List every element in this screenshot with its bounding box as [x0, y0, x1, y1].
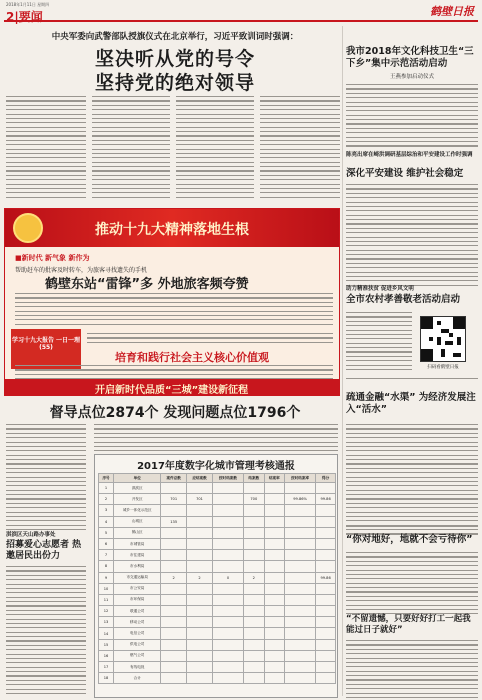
table-cell: [264, 494, 284, 505]
table-cell: 3: [99, 505, 114, 516]
table-cell: 市城管局: [114, 538, 161, 549]
mid-headline: 督导点位2874个 发现问题点位1796个: [49, 405, 301, 421]
table-cell: [187, 606, 213, 617]
qr-code-graphic: [421, 317, 465, 361]
table-cell: [187, 628, 213, 639]
table-cell: 99.86: [316, 572, 336, 583]
table-cell: [187, 617, 213, 628]
table-cell: [316, 505, 336, 516]
table-row: [99, 639, 336, 650]
left-story-kicker: 淇滨区天山路办事处: [6, 532, 56, 538]
table-cell: [187, 662, 213, 673]
body-text-block: [346, 424, 478, 538]
table-cell: [316, 483, 336, 494]
table-cell: 移动公司: [114, 617, 161, 628]
table-cell: [244, 527, 264, 538]
table-cell: [264, 617, 284, 628]
table-cell: [264, 516, 284, 527]
table-cell: 11: [99, 594, 114, 605]
table-cell: 市水利局: [114, 561, 161, 572]
banner-footer: [5, 379, 339, 395]
right-story3-kicker: 助力精准扶贫 促进乡风文明: [346, 286, 414, 292]
table-cell: [244, 650, 264, 661]
table-cell: 18: [99, 673, 114, 684]
column-divider: [342, 26, 343, 696]
table-cell: 135: [161, 516, 187, 527]
lead-title-line2: 坚持党的绝对领导: [94, 72, 255, 94]
table-cell: [244, 662, 264, 673]
body-text-block: [346, 640, 478, 700]
table-cell: [285, 594, 316, 605]
table-cell: 99.86%: [285, 494, 316, 505]
table-cell: [187, 527, 213, 538]
table-cell: [316, 527, 336, 538]
table-cell: [316, 662, 336, 673]
table-cell: [244, 483, 264, 494]
table-cell: [212, 662, 243, 673]
body-text-block: [94, 424, 338, 455]
table-cell: [264, 650, 284, 661]
table-cell: [212, 617, 243, 628]
table-cell: [187, 505, 213, 516]
table-cell: [285, 606, 316, 617]
table-cell: [161, 662, 187, 673]
table-cell: 山城区: [114, 516, 161, 527]
table-cell: 9: [99, 572, 114, 583]
right-story5-title: “你对地好，地就不会亏待你”: [346, 534, 473, 545]
table-cell: [187, 538, 213, 549]
table-cell: [161, 673, 187, 684]
table-cell: [285, 516, 316, 527]
table-cell: [187, 561, 213, 572]
table-header-cell: 单位: [114, 474, 161, 483]
table-cell: [212, 527, 243, 538]
table-cell: [316, 673, 336, 684]
table-row: [99, 483, 336, 494]
table-cell: 15: [99, 639, 114, 650]
table-cell: [244, 639, 264, 650]
table-row: [99, 516, 336, 527]
table-row: [99, 628, 336, 639]
table-cell: [264, 594, 284, 605]
divider: [346, 146, 478, 147]
table-cell: [212, 550, 243, 561]
body-text-block: [6, 566, 86, 697]
table-cell: 700: [244, 494, 264, 505]
table-cell: [264, 561, 284, 572]
story-kicker: 帮助赶车的批客及时转车，为旅客寻找遗失的手机: [15, 267, 148, 274]
table-row: [99, 606, 336, 617]
table-cell: [316, 538, 336, 549]
table-cell: [161, 594, 187, 605]
table-row: [99, 594, 336, 605]
table-cell: [285, 538, 316, 549]
right-story2-title: 深化平安建设 维护社会稳定: [346, 168, 464, 179]
table-cell: [285, 628, 316, 639]
table-cell: 鹤山区: [114, 527, 161, 538]
table-cell: [244, 594, 264, 605]
banner-header: [5, 209, 339, 247]
table-cell: [285, 617, 316, 628]
table-cell: [316, 606, 336, 617]
table-cell: [212, 561, 243, 572]
body-text-block: [92, 96, 170, 201]
table-cell: [212, 483, 243, 494]
table-cell: 13: [99, 617, 114, 628]
table-cell: [316, 594, 336, 605]
table-cell: [187, 550, 213, 561]
table-cell: 7: [99, 550, 114, 561]
table-cell: 12: [99, 606, 114, 617]
table-body: [99, 483, 336, 684]
table-cell: [316, 617, 336, 628]
table-cell: [244, 583, 264, 594]
table-cell: [187, 673, 213, 684]
body-text-block: [346, 184, 478, 289]
table-cell: 电信公司: [114, 628, 161, 639]
table-cell: [244, 516, 264, 527]
table-cell: [316, 639, 336, 650]
table-row: [99, 494, 336, 505]
left-story-title: 招募爱心志愿者 热邀居民出份力: [6, 540, 82, 561]
divider: [346, 526, 478, 527]
table-cell: [285, 662, 316, 673]
banner-sub-kicker: ■新时代 新气象 新作为: [15, 254, 90, 262]
table-cell: 供电公司: [114, 639, 161, 650]
table-cell: [316, 516, 336, 527]
body-text-block: [87, 333, 333, 346]
body-text-block: [6, 424, 86, 533]
section-label: 2|要闻: [6, 10, 43, 24]
table-header-cell: 序号: [99, 474, 114, 483]
table-cell: [244, 606, 264, 617]
table-cell: [212, 538, 243, 549]
divider: [346, 280, 478, 281]
table-header-cell: 结案数: [244, 474, 264, 483]
paper-logo: 鹤壁日报: [430, 5, 474, 18]
table-row: [99, 505, 336, 516]
issue-date: 2018年1月11日 星期四: [6, 2, 50, 7]
table-cell: [161, 505, 187, 516]
table-cell: [285, 572, 316, 583]
table-cell: 16: [99, 650, 114, 661]
table-cell: [244, 550, 264, 561]
table-cell: 合计: [114, 673, 161, 684]
table-cell: [316, 628, 336, 639]
page-header: [4, 2, 478, 22]
body-text-block: [6, 96, 86, 201]
body-text-block: [260, 96, 340, 201]
table-cell: [244, 505, 264, 516]
table-cell: 开发区: [114, 494, 161, 505]
table-cell: [264, 662, 284, 673]
table-cell: [161, 617, 187, 628]
table-cell: [187, 650, 213, 661]
table-cell: [264, 483, 284, 494]
table-cell: 2: [244, 572, 264, 583]
table-cell: [212, 494, 243, 505]
table-cell: [244, 538, 264, 549]
table-cell: [316, 561, 336, 572]
table-cell: 701: [161, 494, 187, 505]
table-cell: [264, 606, 284, 617]
table-cell: [187, 483, 213, 494]
table-cell: [285, 483, 316, 494]
body-text-block: [346, 312, 412, 373]
table-cell: [187, 516, 213, 527]
table-cell: [212, 505, 243, 516]
table-header-cell: 案件总数: [161, 474, 187, 483]
table-cell: [212, 594, 243, 605]
study-box: 学习十九大报告 一日一理(55): [11, 329, 81, 369]
table-cell: [264, 628, 284, 639]
table-cell: 10: [99, 583, 114, 594]
table-header-row: [99, 474, 336, 483]
table-cell: [161, 527, 187, 538]
table-cell: [285, 505, 316, 516]
table-header-cell: 应结案数: [187, 474, 213, 483]
table-cell: [264, 673, 284, 684]
right-story3-title: 全市农村孝善敬老活动启动: [346, 294, 461, 305]
table-cell: [264, 505, 284, 516]
table-cell: 14: [99, 628, 114, 639]
table-cell: [316, 650, 336, 661]
table-cell: [187, 594, 213, 605]
divider: [346, 378, 478, 379]
right-story4-title: 疏通金融“水渠” 为经济发展注入“活水”: [346, 392, 476, 415]
body-text-block: [346, 84, 478, 150]
lead-title-line1: 坚决听从党的号令: [94, 48, 255, 70]
table-cell: 燃气公司: [114, 650, 161, 661]
feature-banner: [4, 208, 340, 396]
table-cell: [285, 673, 316, 684]
table-cell: [187, 583, 213, 594]
table-row: [99, 662, 336, 673]
table-cell: [161, 583, 187, 594]
banner-title: 推动十九大精神落地生根: [95, 222, 249, 238]
table-cell: [212, 628, 243, 639]
body-text-block: [15, 293, 333, 328]
table-row: [99, 617, 336, 628]
story-title: 鹤壁东站“雷锋”多 外地旅客频夸赞: [45, 277, 249, 292]
table-cell: [244, 628, 264, 639]
table-cell: 17: [99, 662, 114, 673]
table-row: [99, 538, 336, 549]
table-cell: [212, 516, 243, 527]
table-cell: 有线电视: [114, 662, 161, 673]
table-header-cell: 按时结案数: [212, 474, 243, 483]
table-row: [99, 673, 336, 684]
table-cell: [161, 639, 187, 650]
lead-kicker: 中央军委向武警部队授旗仪式在北京举行，习近平致训词时强调：: [51, 32, 299, 42]
table-cell: [161, 561, 187, 572]
table-cell: [285, 550, 316, 561]
table-cell: 2: [187, 572, 213, 583]
table-cell: 城乡一体化示范区: [114, 505, 161, 516]
table-cell: [161, 538, 187, 549]
table-cell: [285, 650, 316, 661]
table-cell: [264, 572, 284, 583]
banner-footer-title: 开启新时代品质“三城”建设新征程: [95, 385, 249, 396]
table-cell: [264, 550, 284, 561]
table-cell: 1: [99, 483, 114, 494]
table-row: [99, 650, 336, 661]
table-cell: 6: [99, 538, 114, 549]
table-cell: [285, 527, 316, 538]
table-cell: [264, 583, 284, 594]
table-row: [99, 550, 336, 561]
table-header-cell: 按时结案率: [285, 474, 316, 483]
table-cell: [161, 483, 187, 494]
right-story1-sub: 王燕参加启动仪式: [389, 74, 434, 80]
body-text-block: [346, 552, 478, 618]
right-story2-kicker: 陈亮出席在崎洪调研基层综治和平安建设工作时强调: [346, 152, 473, 158]
table-title: 2017年度数字化城市管理考核通报: [137, 461, 295, 472]
table-cell: [187, 639, 213, 650]
right-story6-title: “不留遗憾，只要好好打工一起我能过日子就好”: [346, 614, 471, 635]
table-cell: 市交通运输局: [114, 572, 161, 583]
table-cell: [285, 583, 316, 594]
table-cell: [285, 639, 316, 650]
table-cell: [285, 561, 316, 572]
table-cell: 4: [99, 516, 114, 527]
table-cell: [212, 650, 243, 661]
table-cell: 701: [187, 494, 213, 505]
table-cell: [264, 538, 284, 549]
table-header-cell: 得分: [316, 474, 336, 483]
table-cell: [316, 583, 336, 594]
table-cell: 8: [99, 561, 114, 572]
value-title: 培育和践行社会主义核心价值观: [115, 351, 269, 364]
table-row: [99, 527, 336, 538]
table-row: [99, 583, 336, 594]
right-story1-title: 我市2018年文化科技卫生“三下乡”集中示范活动启动: [346, 46, 474, 69]
qr-code-icon: [420, 316, 466, 362]
assessment-table: [94, 454, 338, 698]
data-table: [98, 473, 336, 684]
body-text-block: [176, 96, 254, 201]
table-cell: 99.86: [316, 494, 336, 505]
table-cell: [212, 639, 243, 650]
table-cell: [161, 650, 187, 661]
table-cell: 5: [99, 527, 114, 538]
table-cell: [316, 550, 336, 561]
table-cell: [264, 639, 284, 650]
table-cell: 淇滨区: [114, 483, 161, 494]
table-cell: 联通公司: [114, 606, 161, 617]
table-row: [99, 561, 336, 572]
table-cell: [212, 606, 243, 617]
qr-label: 扫码看鹤壁日报: [427, 365, 459, 370]
table-cell: [161, 606, 187, 617]
table-cell: [244, 617, 264, 628]
table-cell: [264, 527, 284, 538]
party-emblem-icon: [13, 213, 43, 243]
table-cell: [161, 628, 187, 639]
table-cell: 2: [99, 494, 114, 505]
table-cell: [212, 583, 243, 594]
table-cell: [212, 673, 243, 684]
table-cell: 市环保局: [114, 594, 161, 605]
table-cell: [161, 550, 187, 561]
table-cell: 市住建局: [114, 550, 161, 561]
table-cell: 2: [161, 572, 187, 583]
table-cell: [244, 561, 264, 572]
table-header-cell: 结案率: [264, 474, 284, 483]
table-cell: 市公安局: [114, 583, 161, 594]
table-cell: 0: [212, 572, 243, 583]
table-row: [99, 572, 336, 583]
table-cell: [244, 673, 264, 684]
